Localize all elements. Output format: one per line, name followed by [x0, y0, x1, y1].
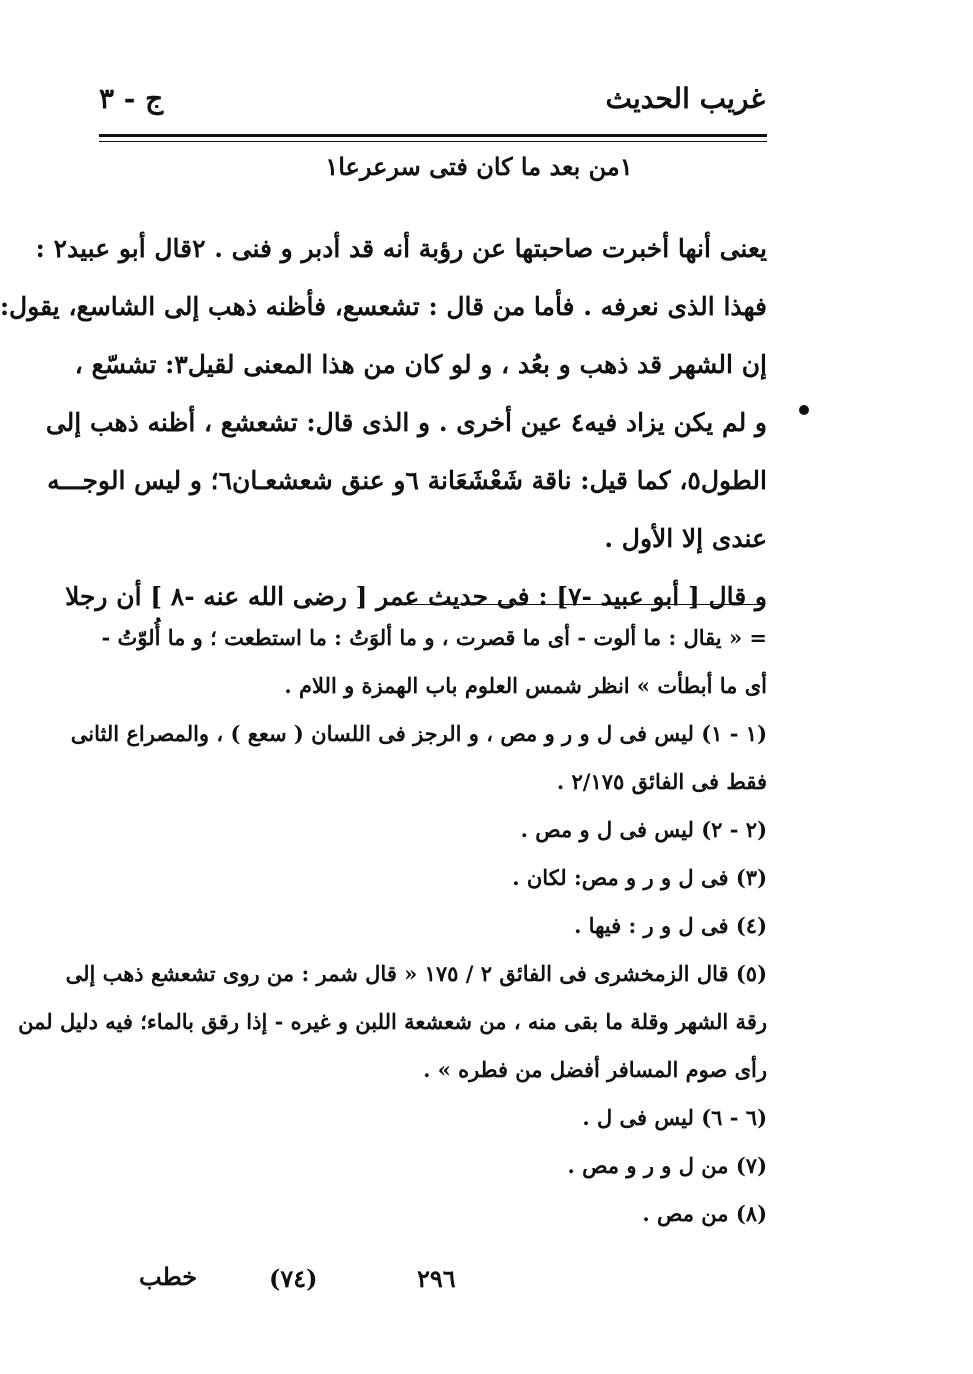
main-line: الطول٥، كما قيل: ناقة شَعْشَعَانة ٦و عنق شعشعـان٦؛ و ليس الوجـــه	[47, 466, 767, 495]
footnote-line: (٥) قال الزمخشرى فى الفائق ٢ / ١٧٥ « قال شمر : من روى تشعشع ذهب إلى	[65, 961, 767, 986]
footnote-line: رأى صوم المسافر أفضل من فطره » .	[423, 1057, 767, 1082]
footnote-line: (٦ - ٦) ليس فى ل .	[582, 1105, 767, 1130]
footnote-line: (٨) من مص .	[642, 1201, 767, 1226]
page-number: ٢٩٦	[417, 1264, 456, 1293]
footnotes	[18, 614, 767, 1238]
footnote-line: (٧) من ل و ر و مص .	[567, 1153, 767, 1178]
footnote-line: أى ما أبطأت » انظر شمس العلوم باب الهمزة و اللام .	[284, 673, 767, 698]
main-line: و قال [ أبو عبيد -٧] : فى حديث عمر [ رضى الله عنه -٨ ] أن رجلا	[65, 582, 767, 611]
main-text	[0, 220, 767, 626]
footnote-line: (١ - ١) ليس فى ل و ر و مص ، و الرجز فى اللسان ( سعع ) ، والمصراع الثانى	[70, 721, 767, 746]
main-line: إن الشهر قد ذهب و بعُد ، و لو كان من هذا المعنى لقيل٣: تشسّع ،	[74, 350, 767, 379]
footnote-line: (٣) فى ل و ر و مص: لكان .	[512, 865, 767, 890]
header-rule	[99, 134, 767, 142]
signature-ref: (٧٤)	[269, 1264, 318, 1293]
book-title: غريب الحديث	[605, 82, 765, 115]
main-line: فهذا الذى نعرفه . فأما من قال : تشعسع، فأظنه ذهب إلى الشاسع، يقول:	[0, 292, 767, 321]
main-line: يعنى أنها أخبرت صاحبتها عن رؤبة أنه قد أدبر و فنى . ٢قال أبو عبيد٢ :	[35, 234, 767, 263]
main-line: و لم يكن يزاد فيه٤ عين أخرى . و الذى قال: تشعشع ، أظنه ذهب إلى	[45, 408, 767, 437]
running-header	[99, 82, 765, 126]
footnote-line: فقط فى الفائق ٢/١٧٥ .	[556, 769, 767, 794]
margin-bullet	[799, 405, 809, 415]
footnote-line: (٤) فى ل و ر : فيها .	[574, 913, 767, 938]
footnote-line: رقة الشهر وقلة ما بقى منه ، من شعشعة اللبن و غيره - إذا رقق بالماء؛ فيه دليل لمن	[18, 1009, 767, 1034]
footnote-line: (٢ - ٢) ليس فى ل و مص .	[520, 817, 767, 842]
footnote-separator	[409, 604, 765, 605]
verse-quote: ١من بعد ما كان فتى سرعرعا١	[325, 152, 633, 181]
volume-label: ج - ٣	[99, 82, 164, 115]
catchword: خطب	[139, 1262, 198, 1291]
page-footer	[129, 1262, 529, 1302]
main-line: عندى إلا الأول .	[604, 524, 767, 553]
footnote-line: = « يقال : ما ألوت - أى ما قصرت ، و ما ألوَتُ : ما استطعت ؛ و ما أُلوّتُ -	[101, 625, 767, 650]
